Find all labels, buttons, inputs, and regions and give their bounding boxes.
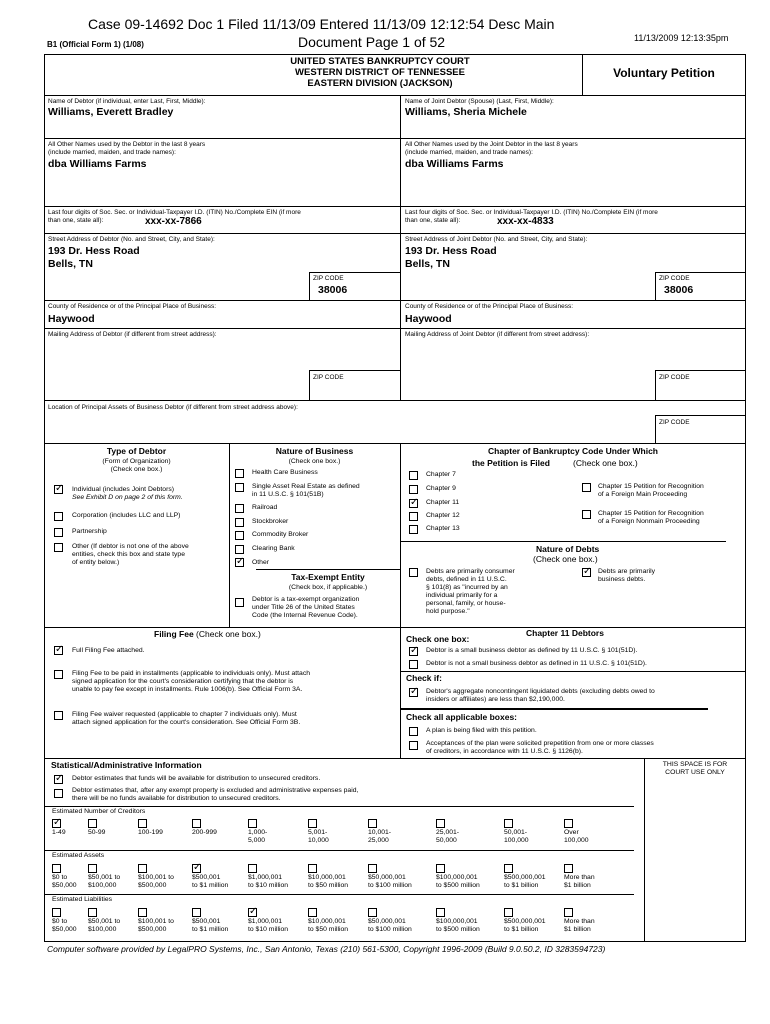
assets-option-label: $50,000 — [52, 882, 77, 889]
joint-address-label: Street Address of Joint Debtor (No. and Street, City, and State): — [405, 236, 588, 243]
corporation-checkbox[interactable] — [54, 512, 63, 521]
divider — [309, 370, 310, 400]
consumer-debts-label-4: individual primarily for a — [426, 592, 498, 599]
joint-zip-label: ZIP CODE — [659, 275, 690, 282]
health-care-label: Health Care Business — [252, 469, 318, 476]
assets-checkbox-3[interactable]: ✓ — [193, 862, 202, 873]
chapter-11-checkbox[interactable]: ✓ — [410, 497, 419, 508]
individual-note: See Exhibit D on page 2 of this form. — [72, 494, 183, 501]
fee-waiver-label-1: Filing Fee waiver requested (applicable to chapter 7 individuals only). Must — [72, 711, 297, 718]
divider — [44, 443, 746, 444]
joint-mail-zip-label: ZIP CODE — [659, 374, 690, 381]
liabilities-option-label: $50,000,001 — [368, 918, 406, 925]
divider — [309, 272, 310, 300]
single-asset-checkbox[interactable] — [235, 483, 244, 492]
liabilities-checkbox-6[interactable] — [368, 908, 377, 917]
tax-exempt-checkbox[interactable] — [235, 598, 244, 607]
debtor-county: Haywood — [48, 313, 95, 325]
creditors-option-label: 1-49 — [52, 829, 66, 836]
railroad-label: Railroad — [252, 504, 278, 511]
divider — [44, 806, 634, 807]
divider — [582, 54, 583, 95]
debtor-other-names: dba Williams Farms — [48, 158, 147, 170]
assets-option-label: $100,001 to — [138, 874, 174, 881]
chapter-7-label: Chapter 7 — [426, 471, 456, 478]
court-line-2: WESTERN DISTRICT OF TENNESSEE — [295, 67, 465, 78]
debtor-other-names-label-1: All Other Names used by the Debtor in the last 8 years — [48, 141, 206, 148]
debtor-mail-zip-label: ZIP CODE — [313, 374, 344, 381]
court-use-line-2: COURT USE ONLY — [665, 769, 725, 776]
assets-option-label: to $500 million — [436, 882, 480, 889]
commodity-broker-label: Commodity Broker — [252, 531, 309, 538]
type-of-debtor-title: Type of Debtor — [106, 446, 167, 456]
assets-option-label: $50,001 to — [88, 874, 121, 881]
divider — [400, 541, 726, 542]
joint-name-label: Name of Joint Debtor (Spouse) (Last, First, Middle): — [405, 98, 554, 105]
divider — [400, 627, 401, 758]
acceptances-label-2: of creditors, in accordance with 11 U.S.C. § 1126(b). — [426, 748, 583, 755]
installments-label-3: unable to pay fee except in installments. Rule 1006(b). See Official Form 3A. — [72, 686, 303, 693]
chapter-15-nonmain-label-2: of a Foreign Nonmain Proceeding — [598, 518, 700, 525]
type-of-debtor-sub-2: (Check one box.) — [110, 466, 163, 473]
assets-checkbox-9[interactable] — [564, 864, 573, 873]
divider — [44, 400, 746, 401]
liabilities-option-label: $50,001 to — [88, 918, 121, 925]
clearing-bank-checkbox[interactable] — [235, 545, 244, 554]
court-use-line-1: THIS SPACE IS FOR — [662, 761, 728, 768]
assets-checkbox-7[interactable] — [436, 864, 445, 873]
aggregate-debts-label-2: insiders or affiliates) are less than $2,190,000. — [426, 696, 565, 703]
assets-option-label: $100,000 — [88, 882, 117, 889]
creditors-option-label: 50-99 — [88, 829, 106, 836]
divider — [44, 138, 746, 139]
creditors-checkbox-5[interactable] — [308, 819, 317, 828]
health-care-checkbox[interactable] — [235, 469, 244, 478]
liabilities-option-label: $1 billion — [564, 926, 591, 933]
assets-option-label: to $1 billion — [504, 882, 539, 889]
liabilities-option-label: to $100 million — [368, 926, 412, 933]
creditors-checkbox-8[interactable] — [504, 819, 513, 828]
single-asset-label-1: Single Asset Real Estate as defined — [252, 483, 360, 490]
chapter-15-main-checkbox[interactable] — [582, 483, 591, 492]
creditors-option-label: 1,000- — [248, 829, 268, 836]
divider — [309, 272, 400, 273]
divider — [309, 370, 400, 371]
creditors-option-label: 50,001- — [504, 829, 528, 836]
aggregate-debts-checkbox[interactable]: ✓ — [410, 686, 419, 697]
plan-filed-label: A plan is being filed with this petition. — [426, 727, 537, 734]
other-business-label: Other — [252, 559, 269, 566]
liabilities-option-label: More than — [564, 918, 595, 925]
creditors-option-label: 100,000 — [564, 837, 589, 844]
chapter-11-check-all: Check all applicable boxes: — [406, 712, 518, 722]
assets-option-label: $500,000,001 — [504, 874, 546, 881]
other-entity-label-3: of entity below.) — [72, 559, 120, 566]
stockbroker-checkbox[interactable] — [235, 518, 244, 527]
debtor-address-label: Street Address of Debtor (No. and Street, City, and State): — [48, 236, 215, 243]
joint-ssn-label-1: Last four digits of Soc. Sec. or Individual-Taxpayer I.D. (ITIN) No./Complete EIN (if more — [405, 209, 658, 216]
corporation-label: Corporation (includes LLC and LLP) — [72, 512, 181, 519]
liabilities-option-label: $100,001 to — [138, 918, 174, 925]
plan-filed-checkbox[interactable] — [409, 727, 418, 736]
debtor-ssn-label-2: than one, state all): — [48, 217, 104, 224]
chapter-11-check-if: Check if: — [406, 673, 442, 683]
fee-waiver-label-2: attach signed application for the court's consideration. See Official Form 3B. — [72, 719, 301, 726]
location-zip-label: ZIP CODE — [659, 419, 690, 426]
court-line-1: UNITED STATES BANKRUPTCY COURT — [290, 56, 470, 67]
creditors-checkbox-2[interactable] — [138, 819, 147, 828]
joint-name: Williams, Sheria Michele — [405, 106, 527, 118]
debtor-county-label: County of Residence or of the Principal Place of Business: — [48, 303, 217, 310]
chapter-11-debtors-title: Chapter 11 Debtors — [526, 628, 604, 638]
liabilities-checkbox-8[interactable] — [504, 908, 513, 917]
small-business-label: Debtor is a small business debtor as defined by 11 U.S.C. § 101(51D). — [426, 647, 638, 654]
creditors-option-label: 25,000 — [368, 837, 389, 844]
clearing-bank-label: Clearing Bank — [252, 545, 295, 552]
fee-waiver-checkbox[interactable] — [54, 711, 63, 720]
acceptances-label-1: Acceptances of the plan were solicited prepetition from one or more classes — [426, 740, 654, 747]
liabilities-checkbox-7[interactable] — [436, 908, 445, 917]
divider — [644, 758, 645, 942]
case-header-line: Case 09-14692 Doc 1 Filed 11/13/09 Entered 11/13/09 12:12:54 Desc Main — [88, 16, 555, 32]
liabilities-option-label: $10,000,001 — [308, 918, 346, 925]
assets-option-label: $10,000,001 — [308, 874, 346, 881]
not-small-business-label: Debtor is not a small business debtor as defined in 11 U.S.C. § 101(51D). — [426, 660, 647, 667]
assets-checkbox-0[interactable] — [52, 864, 61, 873]
no-funds-checkbox[interactable] — [54, 789, 63, 798]
liabilities-option-label: to $500 million — [436, 926, 480, 933]
joint-address-line-1: 193 Dr. Hess Road — [405, 245, 497, 257]
debtor-name: Williams, Everett Bradley — [48, 106, 174, 118]
divider — [44, 850, 634, 851]
assets-option-label: More than — [564, 874, 595, 881]
divider — [400, 708, 708, 710]
chapter-13-label: Chapter 13 — [426, 525, 460, 532]
chapter-11-label: Chapter 11 — [426, 499, 460, 506]
creditors-label: Estimated Number of Creditors — [52, 808, 146, 815]
tax-exempt-label-2: under Title 26 of the United States — [252, 604, 355, 611]
software-footer: Computer software provided by LegalPRO Systems, Inc., San Antonio, Texas (210) 561-5300, Copyright 1996-2009 (Build 9.0.50.2, ID 3283594723) — [47, 944, 606, 954]
chapter-12-label: Chapter 12 — [426, 512, 460, 519]
divider — [655, 370, 656, 400]
debtor-address-line-1: 193 Dr. Hess Road — [48, 245, 140, 257]
divider — [44, 758, 746, 759]
liabilities-option-label: $100,000,001 — [436, 918, 478, 925]
divider — [400, 443, 401, 627]
business-debts-label-2: business debts. — [598, 576, 646, 583]
other-entity-label-2: entities, check this box and state type — [72, 551, 185, 558]
creditors-checkbox-9[interactable] — [564, 819, 573, 828]
court-line-3: EASTERN DIVISION (JACKSON) — [307, 78, 453, 89]
divider — [655, 370, 746, 371]
liabilities-label: Estimated Liabilities — [52, 896, 113, 903]
divider — [655, 272, 746, 273]
liabilities-option-label: $0 to — [52, 918, 68, 925]
liabilities-checkbox-2[interactable] — [138, 908, 147, 917]
joint-ssn-label-2: than one, state all): — [405, 217, 461, 224]
debtor-zip: 38006 — [318, 284, 348, 296]
liabilities-checkbox-9[interactable] — [564, 908, 573, 917]
creditors-option-label: 5,000 — [248, 837, 266, 844]
divider — [655, 272, 656, 300]
divider — [400, 671, 746, 672]
print-timestamp: 11/13/2009 12:13:35pm — [634, 33, 729, 43]
type-of-debtor-sub-1: (Form of Organization) — [102, 458, 171, 465]
chapter-13-checkbox[interactable] — [409, 525, 418, 534]
installments-label-2: signed application for the court's consideration certifying that the debtor is — [72, 678, 294, 685]
divider — [400, 95, 401, 400]
tax-exempt-label-1: Debtor is a tax-exempt organization — [252, 596, 360, 603]
small-business-checkbox[interactable]: ✓ — [410, 645, 419, 656]
chapter-15-main-label-1: Chapter 15 Petition for Recognition — [598, 483, 704, 490]
assets-option-label: $500,001 — [192, 874, 221, 881]
liabilities-option-label: to $10 million — [248, 926, 289, 933]
chapter-title-check: (Check one box.) — [573, 458, 638, 468]
chapter-title-1: Chapter of Bankruptcy Code Under Which — [487, 446, 658, 456]
funds-available-checkbox[interactable]: ✓ — [55, 773, 64, 784]
divider — [44, 328, 746, 329]
liabilities-checkbox-3[interactable] — [192, 908, 201, 917]
business-debts-checkbox[interactable]: ✓ — [583, 566, 592, 577]
liabilities-checkbox-5[interactable] — [308, 908, 317, 917]
chapter-title-2: the Petition is Filed — [472, 458, 550, 468]
liabilities-option-label: to $50 million — [308, 926, 349, 933]
joint-other-names: dba Williams Farms — [405, 158, 504, 170]
no-funds-label-2: there will be no funds available for distribution to unsecured creditors. — [72, 795, 281, 802]
railroad-checkbox[interactable] — [235, 504, 244, 513]
liabilities-option-label: $500,000,001 — [504, 918, 546, 925]
assets-checkbox-1[interactable] — [88, 864, 97, 873]
liabilities-option-label: $500,001 — [192, 918, 221, 925]
assets-option-label: to $1 million — [192, 882, 229, 889]
tax-exempt-sub: (Check box, if applicable.) — [288, 584, 368, 591]
joint-other-names-label-2: (include married, maiden, and trade names): — [405, 149, 533, 156]
business-debts-label-1: Debts are primarily — [598, 568, 656, 575]
creditors-option-label: 10,001- — [368, 829, 392, 836]
liabilities-option-label: $1,000,001 — [248, 918, 283, 925]
liabilities-option-label: $100,000 — [88, 926, 117, 933]
debtor-name-label: Name of Debtor (if individual, enter Last, First, Middle): — [48, 98, 206, 105]
assets-checkbox-2[interactable] — [138, 864, 147, 873]
creditors-option-label: 200-999 — [192, 829, 217, 836]
consumer-debts-label-1: Debts are primarily consumer — [426, 568, 515, 575]
liabilities-checkbox-0[interactable] — [52, 908, 61, 917]
divider — [229, 443, 230, 627]
assets-checkbox-8[interactable] — [504, 864, 513, 873]
debtor-address-line-2: Bells, TN — [48, 258, 93, 270]
voluntary-petition-title: Voluntary Petition — [613, 66, 715, 80]
assets-option-label: $1,000,001 — [248, 874, 283, 881]
assets-option-label: to $10 million — [248, 882, 289, 889]
statistical-title: Statistical/Administrative Information — [51, 760, 202, 770]
other-entity-label-1: Other (If debtor is not one of the above — [72, 543, 189, 550]
assets-option-label: to $50 million — [308, 882, 349, 889]
nature-of-debts-sub: (Check one box.) — [533, 554, 598, 564]
divider — [44, 95, 746, 96]
creditors-option-label: 100-199 — [138, 829, 163, 836]
divider — [655, 415, 656, 443]
chapter-12-checkbox[interactable] — [409, 512, 418, 521]
joint-zip: 38006 — [664, 284, 694, 296]
chapter-11-check-one: Check one box: — [406, 634, 470, 644]
creditors-option-label: Over — [564, 829, 579, 836]
other-business-checkbox[interactable]: ✓ — [236, 556, 245, 567]
assets-option-label: $1 billion — [564, 882, 591, 889]
not-small-business-checkbox[interactable] — [409, 660, 418, 669]
liabilities-option-label: to $1 million — [192, 926, 229, 933]
creditors-option-label: 5,001- — [308, 829, 328, 836]
nature-of-debts-title: Nature of Debts — [536, 544, 600, 554]
installments-checkbox[interactable] — [54, 670, 63, 679]
assets-checkbox-4[interactable] — [248, 864, 257, 873]
chapter-9-checkbox[interactable] — [409, 485, 418, 494]
consumer-debts-checkbox[interactable] — [409, 568, 418, 577]
consumer-debts-label-2: debts, defined in 11 U.S.C. — [426, 576, 507, 583]
consumer-debts-label-3: § 101(8) as "incurred by an — [426, 584, 508, 591]
debtor-ssn-label-1: Last four digits of Soc. Sec. or Individual-Taxpayer I.D. (ITIN) No./Complete EIN (if more — [48, 209, 301, 216]
creditors-checkbox-0[interactable]: ✓ — [53, 817, 62, 828]
creditors-checkbox-6[interactable] — [368, 819, 377, 828]
debtor-ssn: xxx-xx-7866 — [145, 216, 202, 227]
chapter-15-main-label-2: of a Foreign Main Proceeding — [598, 491, 688, 498]
joint-ssn: xxx-xx-4833 — [497, 216, 554, 227]
full-fee-checkbox[interactable]: ✓ — [55, 644, 64, 655]
divider — [44, 233, 746, 234]
filing-fee-check: (Check one box.) — [196, 629, 261, 639]
joint-other-names-label-1: All Other Names used by the Joint Debtor in the last 8 years — [405, 141, 578, 148]
individual-checkbox[interactable]: ✓ — [55, 483, 64, 494]
creditors-option-label: 50,000 — [436, 837, 457, 844]
assets-option-label: $100,000,001 — [436, 874, 478, 881]
joint-mailing-label: Mailing Address of Joint Debtor (if different from street address): — [405, 331, 590, 338]
consumer-debts-label-6: hold purpose." — [426, 608, 470, 615]
creditors-option-label: 25,001- — [436, 829, 460, 836]
single-asset-label-2: in 11 U.S.C. § 101(51B) — [252, 491, 324, 498]
assets-option-label: $50,000,001 — [368, 874, 406, 881]
stockbroker-label: Stockbroker — [252, 518, 289, 525]
consumer-debts-label-5: personal, family, or house- — [426, 600, 506, 607]
assets-option-label: $500,000 — [138, 882, 167, 889]
divider — [44, 206, 746, 207]
liabilities-option-label: $500,000 — [138, 926, 167, 933]
liabilities-checkbox-4[interactable]: ✓ — [249, 906, 258, 917]
divider — [44, 627, 746, 628]
divider — [256, 569, 400, 570]
no-funds-label-1: Debtor estimates that, after any exempt property is excluded and administrative expenses paid, — [72, 787, 359, 794]
creditors-checkbox-7[interactable] — [436, 819, 445, 828]
form-identifier: B1 (Official Form 1) (1/08) — [47, 40, 144, 49]
tax-exempt-title: Tax-Exempt Entity — [291, 572, 365, 582]
filing-fee-title: Filing Fee — [154, 629, 194, 639]
debtor-zip-label: ZIP CODE — [313, 275, 344, 282]
commodity-broker-checkbox[interactable] — [235, 531, 244, 540]
joint-address-line-2: Bells, TN — [405, 258, 450, 270]
assets-option-label: to $100 million — [368, 882, 412, 889]
chapter-9-label: Chapter 9 — [426, 485, 456, 492]
nature-of-business-title: Nature of Business — [275, 446, 354, 456]
partnership-checkbox[interactable] — [54, 528, 63, 537]
individual-label: Individual (includes Joint Debtors) — [72, 486, 175, 493]
creditors-checkbox-3[interactable] — [192, 819, 201, 828]
funds-available-label: Debtor estimates that funds will be available for distribution to unsecured creditors. — [72, 775, 321, 782]
joint-county-label: County of Residence or of the Principal Place of Business: — [405, 303, 574, 310]
chapter-7-checkbox[interactable] — [409, 471, 418, 480]
chapter-15-nonmain-label-1: Chapter 15 Petition for Recognition — [598, 510, 704, 517]
document-page-line: Document Page 1 of 52 — [298, 34, 446, 50]
liabilities-option-label: to $1 billion — [504, 926, 539, 933]
chapter-15-nonmain-checkbox[interactable] — [582, 510, 591, 519]
creditors-checkbox-1[interactable] — [88, 819, 97, 828]
acceptances-checkbox[interactable] — [409, 741, 418, 750]
debtor-mailing-label: Mailing Address of Debtor (if different from street address): — [48, 331, 217, 338]
partnership-label: Partnership — [72, 528, 107, 535]
aggregate-debts-label-1: Debtor's aggregate noncontingent liquidated debts (excluding debts owed to — [426, 688, 655, 695]
installments-label-1: Filing Fee to be paid in installments (applicable to individuals only). Must attach — [72, 670, 311, 677]
nature-of-business-sub: (Check one box.) — [288, 458, 341, 465]
divider — [44, 894, 634, 895]
location-assets-label: Location of Principal Assets of Business Debtor (if different from street address above): — [48, 404, 298, 411]
liabilities-option-label: $50,000 — [52, 926, 77, 933]
full-fee-label: Full Filing Fee attached. — [72, 647, 145, 654]
divider — [44, 300, 746, 301]
assets-checkbox-6[interactable] — [368, 864, 377, 873]
liabilities-checkbox-1[interactable] — [88, 908, 97, 917]
divider — [655, 415, 746, 416]
assets-label: Estimated Assets — [52, 852, 105, 859]
creditors-checkbox-4[interactable] — [248, 819, 257, 828]
filing-fee-title-row — [154, 629, 261, 639]
court-title — [180, 56, 580, 89]
other-entity-checkbox[interactable] — [54, 543, 63, 552]
joint-county: Haywood — [405, 313, 452, 325]
debtor-other-names-label-2: (include married, maiden, and trade names): — [48, 149, 176, 156]
creditors-option-label: 100,000 — [504, 837, 529, 844]
creditors-option-label: 10,000 — [308, 837, 329, 844]
tax-exempt-label-3: Code (the Internal Revenue Code). — [252, 612, 358, 619]
assets-checkbox-5[interactable] — [308, 864, 317, 873]
assets-option-label: $0 to — [52, 874, 68, 881]
